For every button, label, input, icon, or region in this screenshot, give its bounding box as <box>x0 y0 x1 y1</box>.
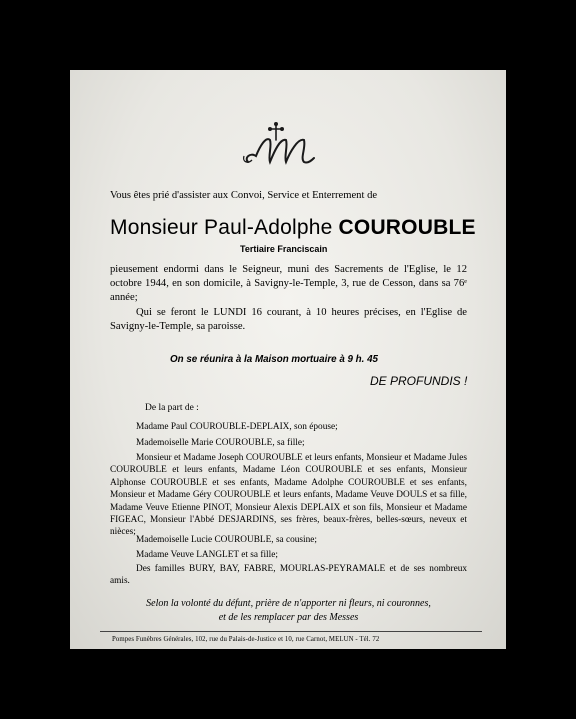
family-entry: Mademoiselle Marie COUROUBLE, sa fille; <box>136 438 305 448</box>
deceased-first-name: Monsieur Paul-Adolphe <box>110 216 333 239</box>
family-entry: Monsieur et Madame Joseph COUROUBLE et leurs enfants, Monsieur et Madame Jules COUROUBLE et leurs enfants, Madame Léon COUROUBLE et ses enfants, Monsieur Alphonse COUROUBLE et ses enfants, Madame Adolphe COUROUBLE et ses enfants, Monsieur et Madame Géry COUROUBLE et leurs enfants, Madame Veuve DOULS et sa fille, Madame Veuve Etienne PINOT, Monsieur Alexis DEPLAIX et son fils, Monsieur et Madame FIGEAC, Monsieur l'Abbé DESJARDINS, ses frères, beaux-frères, belles-sœurs, neveux et nièces; <box>110 453 467 538</box>
family-entry: Madame Veuve LANGLET et sa fille; <box>136 550 278 560</box>
paragraph-service-time: Qui se feront le LUNDI 16 courant, à 10 heures précises, en l'Eglise de Savigny-le-Temple, sa paroisse. <box>110 307 467 333</box>
deceased-last-name: COUROUBLE <box>338 216 476 239</box>
cross-monogram-icon <box>240 122 320 168</box>
closing-request <box>110 597 467 625</box>
footer-divider <box>100 631 482 632</box>
deceased-name <box>110 216 476 240</box>
funeral-home-footer: Pompes Funèbres Générales, 102, rue du Palais-de-Justice et 10, rue Carnot, MELUN - Tél. 72 <box>112 636 380 643</box>
invitation-line: Vous êtes prié d'assister aux Convoi, Service et Enterrement de <box>110 190 378 201</box>
family-entry: Madame Paul COUROUBLE-DEPLAIX, son épouse; <box>136 422 338 432</box>
paragraph-death-notice: pieusement endormi dans le Seigneur, muni des Sacrements de l'Eglise, le 12 octobre 1944, en son domicile, à Savigny-le-Temple, 3, rue de Cesson, dans sa 76ᵉ année; <box>110 264 467 304</box>
closing-line: et de les remplacer par des Messes <box>218 612 359 623</box>
closing-line: Selon la volonté du défunt, prière de n'apporter ni fleurs, ni couronnes, <box>146 598 431 609</box>
deceased-title: Tertiaire Franciscain <box>240 244 328 254</box>
gathering-notice: On se réunira à la Maison mortuaire à 9 h. 45 <box>170 354 378 365</box>
de-profundis: DE PROFUNDIS ! <box>370 374 468 388</box>
on-behalf-label: De la part de : <box>145 403 199 413</box>
family-entry: Mademoiselle Lucie COUROUBLE, sa cousine; <box>136 535 317 545</box>
family-entry: Des familles BURY, BAY, FABRE, MOURLAS-PEYRAMALE et de ses nombreux amis. <box>110 564 467 587</box>
